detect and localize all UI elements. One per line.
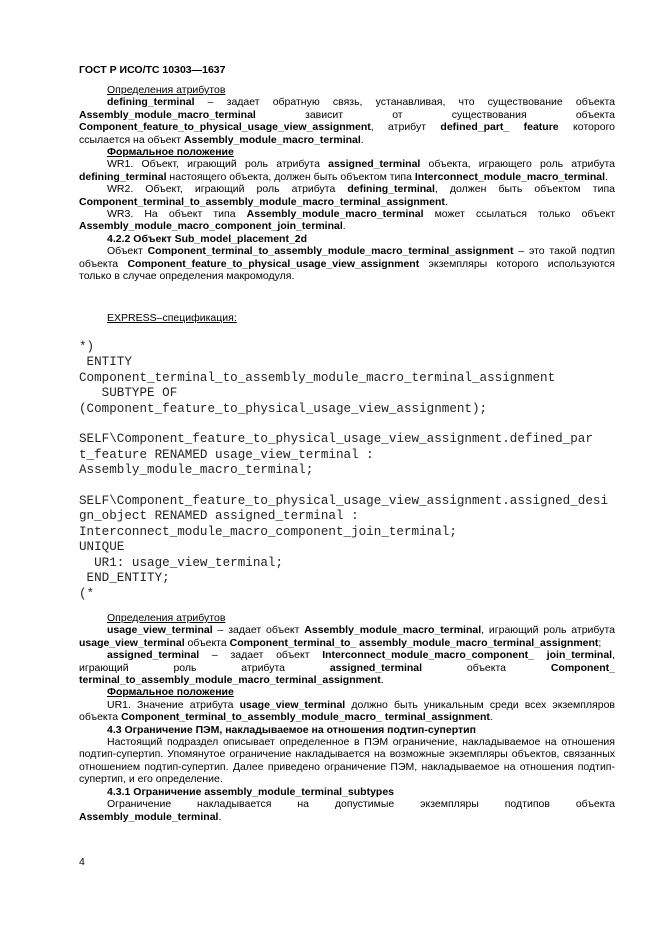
code-line: SELF\Component_feature_to_physical_usage_view_assignment.assigned_desi: [79, 494, 609, 509]
code-line: (Component_feature_to_physical_usage_view_assignment);: [79, 401, 488, 416]
express-code-block: [79, 340, 608, 602]
rule-wr1: WR1. Объект, играющий роль атрибута assigned_terminal объекта, играющего роль атрибута defining_terminal настоящего объекта, должен быть объектом типа Interconnect_module_macro_terminal.: [79, 158, 615, 183]
formal-propositions-heading: Формальное положение: [107, 146, 234, 159]
section-4-3-text: Настоящий подраздел описывает определенное в ПЭМ ограничение, накладываемое на отношения подтип-супертип. Упомянутое ограничение накладывается на возможные экземпляры объектов, связанных отношением подтип-супертип. Далее приведено ограничение ПЭМ, накладываемое на отношения подтип-супертип, и его определение.: [79, 736, 615, 786]
code-line: Assembly_module_macro_terminal;: [79, 463, 314, 478]
subsection-title-4-2-2: 4.2.2 Объект Sub_model_placement_2d: [107, 232, 308, 245]
document-header: ГОСТ Р ИСО/ТС 10303—1637: [79, 64, 226, 76]
code-line: *): [79, 340, 95, 354]
attribute-definitions-heading-2: Определения атрибутов: [107, 612, 226, 624]
formal-propositions-heading-2: Формальное положение: [107, 686, 234, 699]
section-4-3-1-text: Ограничение накладывается на допустимые экземпляры подтипов объекта Assembly_module_terminal.: [79, 798, 615, 823]
code-line: UR1: usage_view_terminal;: [79, 555, 284, 570]
attribute-definitions-heading: Определения атрибутов: [107, 84, 226, 96]
usage-view-terminal-definition: usage_view_terminal – задает объект Assembly_module_macro_terminal, играющий роль атрибута usage_view_terminal объекта Component_terminal_to_ assembly_module_macro_terminal_assignment;: [79, 624, 615, 649]
rule-wr2: WR2. Объект, играющий роль атрибута defining_terminal, должен быть объектом типа Component_terminal_to_assembly_module_macro_terminal_assignment.: [79, 183, 615, 208]
rule-ur1: UR1. Значение атрибута usage_view_terminal должно быть уникальным среди всех экземпляров объекта Component_terminal_to_assembly_module_macro_ terminal_assignment.: [79, 698, 615, 724]
code-line: t_feature RENAMED usage_view_terminal :: [79, 447, 374, 462]
code-line: ENTITY: [79, 355, 132, 370]
attribute-definitions-section-1: [79, 84, 615, 283]
code-line: gn_object RENAMED assigned_terminal :: [79, 509, 359, 524]
section-title-4-3: 4.3 Ограничение ПЭМ, накладываемое на отношения подтип-супертип: [107, 723, 476, 736]
code-line: UNIQUE: [79, 540, 125, 555]
attribute-definitions-section-2: [79, 612, 615, 823]
page-number: 4: [79, 856, 85, 868]
entity-description: Объект Component_terminal_to_assembly_module_macro_terminal_assignment – это такой подтип объекта Component_feature_to_physical_usage_view_assignment экземпляры которого используются только в случае определения макромодуля.: [79, 245, 615, 283]
code-line: (*: [79, 586, 95, 601]
rule-wr3: WR3. На объект типа Assembly_module_macro_terminal может ссылаться только объект Assembly_module_macro_component_join_terminal.: [79, 208, 616, 233]
defining-terminal-definition: defining_terminal – задает обратную связь, устанавливая, что существование объекта Assembly_module_macro_terminal зависит от существования объекта Component_feature_to_physical_usage_view_assignment, атрибут defined_part_ feature которого ссылается на объект Assembly_module_macro_terminal.: [79, 96, 616, 146]
express-spec-heading: EXPRESS–спецификация:: [107, 312, 237, 324]
code-line: Interconnect_module_macro_component_join_terminal;: [79, 524, 457, 539]
code-line: END_ENTITY;: [79, 571, 170, 586]
section-title-4-3-1: 4.3.1 Ограничение assembly_module_terminal_subtypes: [107, 785, 395, 798]
code-line: SELF\Component_feature_to_physical_usage_view_assignment.defined_par: [79, 432, 593, 447]
code-line: SUBTYPE OF: [79, 386, 178, 401]
assigned-terminal-definition: assigned_terminal – задает объект Interconnect_module_macro_component_ join_terminal, играющий роль атрибута assigned_terminal объекта Component_ terminal_to_assembly_module_macro_terminal_assignment.: [79, 649, 615, 687]
code-line: Component_terminal_to_assembly_module_macro_terminal_assignment: [79, 370, 556, 385]
